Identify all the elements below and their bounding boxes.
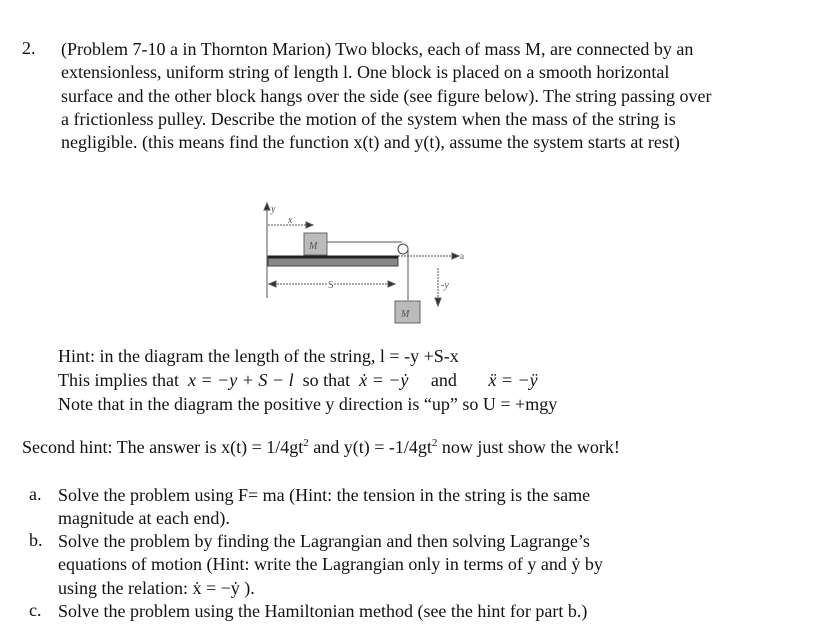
- part-line: using the relation: ẋ = −ẏ ).: [58, 577, 255, 598]
- part-letter: b.: [29, 530, 43, 550]
- hint-line-2: [58, 368, 557, 392]
- part-line: Solve the problem using F= ma (Hint: the tension in the string is the same: [58, 485, 591, 505]
- right-axis-label: a: [460, 251, 464, 261]
- hint-line-1: Hint: in the diagram the length of the string, l = -y +S-x: [58, 346, 459, 366]
- hint-line-3: Note that in the diagram the positive y direction is “up” so U = +mgy: [58, 394, 558, 414]
- down-label: -y: [441, 280, 449, 291]
- superscript: 2: [303, 437, 309, 449]
- hint-text: This implies that: [58, 370, 179, 390]
- part-line: Solve the problem using the Hamiltonian method (see the hint for part b.): [58, 601, 588, 621]
- hint-text: and y(t) = -1/4gt: [308, 437, 432, 457]
- hint-text: so that: [302, 370, 351, 390]
- s-label: S: [328, 280, 334, 291]
- equation: ẍ = −ÿ: [488, 370, 538, 390]
- part-line: magnitude at each end).: [58, 508, 230, 529]
- part-line: equations of motion (Hint: write the Lagrangian only in terms of y and ẏ by: [58, 554, 603, 575]
- y-axis-label: y: [271, 204, 276, 215]
- equation: x = −y + S − l: [188, 370, 294, 390]
- problem-statement: [61, 38, 711, 154]
- problem-line: negligible. (this means find the function x(t) and y(t), assume the system starts at rest): [61, 132, 680, 153]
- hint-text: Second hint: The answer is x(t) = 1/4gt: [22, 437, 304, 457]
- part-line: Solve the problem by finding the Lagrangian and then solving Lagrange’s: [58, 531, 590, 551]
- y-axis-arrow: [264, 203, 270, 210]
- hint: [58, 344, 557, 416]
- part-letter: a.: [29, 484, 42, 504]
- pulley: [398, 244, 408, 254]
- x-axis-label: x: [288, 215, 293, 226]
- block-hanging-label: M: [401, 309, 410, 320]
- pulley-diagram: [258, 198, 473, 333]
- problem-line: surface and the other block hangs over the side (see figure below). The string passing over: [61, 85, 712, 106]
- equation: ẋ = −ẏ: [359, 370, 409, 390]
- problem-line: a frictionless pulley. Describe the motion of the system when the mass of the string is: [61, 108, 676, 129]
- hint-text: now just show the work!: [437, 437, 620, 457]
- problem-line: (Problem 7-10 a in Thornton Marion) Two blocks, each of mass M, are connected by an: [61, 39, 694, 59]
- hint-text: and: [430, 370, 457, 390]
- second-hint: [22, 436, 620, 459]
- block-top-label: M: [309, 241, 318, 252]
- problem-number: 2.: [22, 38, 36, 58]
- problem-line: extensionless, uniform string of length l. One block is placed on a smooth horizontal: [61, 62, 670, 83]
- superscript: 2: [431, 437, 438, 449]
- part-letter: c.: [29, 600, 42, 620]
